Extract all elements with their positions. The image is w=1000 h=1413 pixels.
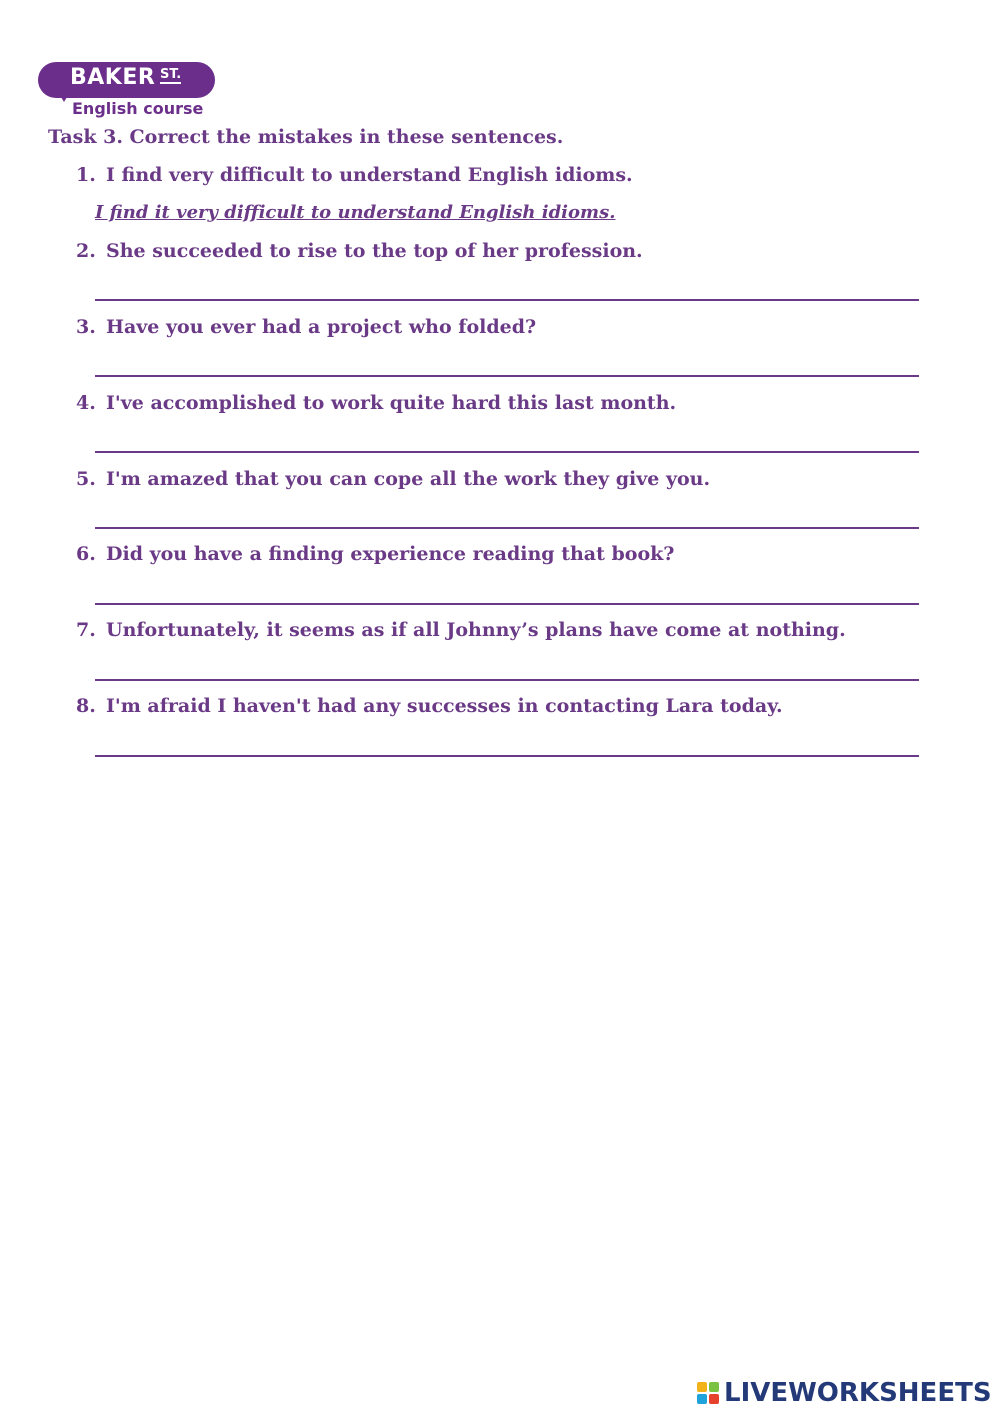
item-number: 7. bbox=[76, 619, 96, 641]
logo-brand-suffix: ST. bbox=[160, 67, 182, 82]
item-number: 1. bbox=[76, 164, 96, 186]
logo-subtitle: English course bbox=[72, 99, 204, 118]
answer-field-3[interactable] bbox=[95, 375, 919, 377]
logo-tail bbox=[58, 92, 70, 102]
item-sentence: I've accomplished to work quite hard this last month. bbox=[106, 392, 677, 414]
logo-brand: BAKER bbox=[70, 65, 156, 90]
item-sentence: I find very difficult to understand English idioms. bbox=[106, 164, 633, 186]
exercise-item-2 bbox=[76, 240, 643, 262]
answer-field-6[interactable] bbox=[95, 603, 919, 605]
exercise-item-3 bbox=[76, 316, 536, 338]
liveworksheets-logo-icon bbox=[697, 1382, 721, 1406]
liveworksheets-brand: LIVEWORKSHEETS bbox=[724, 1378, 992, 1408]
liveworksheets-watermark[interactable] bbox=[697, 1378, 997, 1412]
item-number: 4. bbox=[76, 392, 96, 414]
item-sentence: I'm afraid I haven't had any successes in contacting Lara today. bbox=[106, 695, 783, 717]
task-title: Task 3. Correct the mistakes in these sentences. bbox=[48, 126, 564, 148]
answer-field-7[interactable] bbox=[95, 679, 919, 681]
exercise-item-5 bbox=[76, 468, 710, 490]
exercise-item-1 bbox=[76, 164, 633, 186]
answer-field-4[interactable] bbox=[95, 451, 919, 453]
exercise-item-7 bbox=[76, 619, 846, 641]
exercise-item-8 bbox=[76, 695, 783, 717]
answer-field-1[interactable]: I find it very difficult to understand English idioms. bbox=[95, 202, 616, 223]
answer-field-5[interactable] bbox=[95, 527, 919, 529]
baker-st-logo bbox=[38, 62, 218, 122]
item-number: 3. bbox=[76, 316, 96, 338]
item-sentence: Have you ever had a project who folded? bbox=[106, 316, 537, 338]
item-number: 8. bbox=[76, 695, 96, 717]
item-number: 6. bbox=[76, 543, 96, 565]
answer-field-2[interactable] bbox=[95, 299, 919, 301]
item-sentence: I'm amazed that you can cope all the work they give you. bbox=[106, 468, 711, 490]
item-sentence: Did you have a finding experience reading that book? bbox=[106, 543, 675, 565]
exercise-item-4 bbox=[76, 392, 676, 414]
item-sentence: She succeeded to rise to the top of her profession. bbox=[106, 240, 643, 262]
exercise-item-6 bbox=[76, 543, 674, 565]
item-sentence: Unfortunately, it seems as if all Johnny’s plans have come at nothing. bbox=[106, 619, 846, 641]
item-number: 2. bbox=[76, 240, 96, 262]
item-number: 5. bbox=[76, 468, 96, 490]
answer-field-8[interactable] bbox=[95, 755, 919, 757]
